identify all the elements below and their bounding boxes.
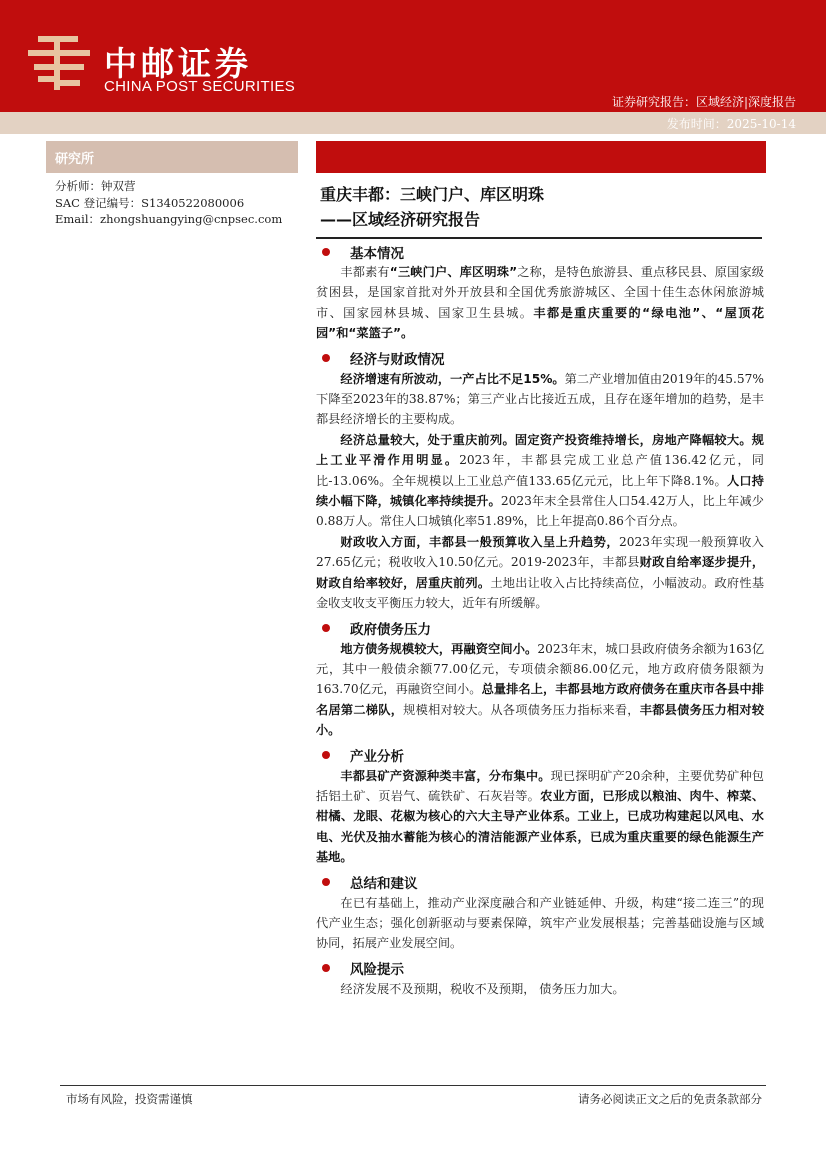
paragraph — [316, 369, 764, 430]
logo-text-en: CHINA POST SECURITIES — [104, 78, 296, 95]
footer-disclaimer: 请务必阅读正文之后的免责条款部分 — [578, 1092, 762, 1106]
bold-text: 经济增速有所波动，一产占比不足15%。 — [340, 371, 565, 386]
section-title: 风险提示 — [350, 962, 404, 979]
bold-text: 财政自给率逐步提升，财政自给率较好，居重庆前列。 — [316, 555, 765, 590]
report-body — [316, 241, 764, 999]
text-run: 2023年末全县常住人口54.42万人，比上年减少0.88万人。常住人口城镇化率51.89%，比上年提高0.86个百分点。 — [316, 494, 764, 529]
paragraph — [316, 262, 764, 344]
report-type: 证券研究报告：区域经济|深度报告 — [611, 95, 796, 109]
bold-text: 总量排名上，丰都县地方政府债务在重庆市各县中排名居第二梯队， — [316, 682, 764, 717]
text-run: 第二产业增加值由2019年的45.57%下降至2023年的38.87%；第三产业占比接近五成，且存在逐年增加的趋势，是丰都县经济增长的主要构成。 — [316, 371, 764, 427]
text-run: 在已有基础上，推动产业深度融合和产业链延伸、升级，构建“接二连三”的现代产业生态；强化创新驱动与要素保障，筑牢产业发展根基；完善基础设施与区域协同，拓展产业发展空间。 — [316, 895, 764, 951]
section-title: 政府债务压力 — [350, 622, 431, 638]
bullet-dot-icon — [322, 964, 330, 972]
paragraph — [316, 893, 764, 954]
logo-text-cn: 中邮证券 — [104, 44, 252, 83]
section-heading — [316, 958, 764, 979]
title-block — [320, 182, 544, 232]
bold-text: 丰都县矿产资源种类丰富，分布集中。 — [340, 768, 551, 783]
title-bar — [316, 141, 766, 173]
text-run: 规模相对较大。从各项债务压力指标来看， — [403, 702, 640, 717]
text-run: 2023年末，城口县政府债务余额为163亿元，其中一般债余额77.00亿元，专项债余额86.00亿元，地方政府债务限额为163.70亿元，再融资空间小。 — [316, 641, 765, 697]
institute-label: 研究所 — [55, 152, 95, 167]
paragraph — [316, 430, 764, 532]
analyst-email: Email：zhongshuangying@cnpsec.com — [55, 212, 283, 226]
publish-date: 发布时间：2025-10-14 — [666, 117, 796, 131]
bold-text: 丰都县债务压力相对较小。 — [316, 702, 765, 738]
bold-text: 丰都是重庆重要的“绿电池”、“屋顶花园”和“菜篮子”。 — [316, 305, 765, 341]
section-title: 总结和建议 — [350, 876, 418, 893]
paragraph — [316, 532, 764, 614]
bullet-dot-icon — [322, 624, 330, 632]
bold-text: 地方债务规模较大，再融资空间小。 — [340, 641, 538, 656]
bullet-dot-icon — [322, 354, 330, 362]
paragraph — [316, 639, 764, 741]
text-run: 丰都素有 — [340, 265, 390, 279]
bold-text: “三峡门户、库区明珠” — [389, 265, 518, 279]
report-subtitle: ——区域经济研究报告 — [320, 210, 481, 229]
section-title: 产业分析 — [350, 749, 404, 766]
section-title: 经济与财政情况 — [350, 352, 445, 369]
text-run: 2023年实现一般预算收入27.65亿元；税收收入10.50亿元。2019-2023年，丰都县 — [316, 534, 764, 570]
bullet-dot-icon — [322, 751, 330, 759]
bold-text: 财政收入方面，丰都县一般预算收入呈上升趋势， — [340, 534, 619, 549]
section-heading — [316, 241, 764, 262]
china-post-logo-icon — [28, 36, 90, 90]
text-run: 之称，是特色旅游县、重点移民县、原国家级贫困县，是国家首批对外开放县和全国优秀旅游城区、全国十佳生态休闲旅游城市、国家园林县城、国家卫生县城。 — [316, 265, 764, 320]
text-run: 现已探明矿产20余种，主要优势矿种包括铝土矿、页岩气、硫铁矿、石灰岩等。 — [316, 768, 764, 803]
text-run: 2023年，丰都县完成工业总产值136.42亿元，同比-13.06%。全年规模以上工业总产值133.65亿元元，比上年下降8.1%。 — [316, 453, 764, 488]
analyst-info — [55, 178, 282, 228]
report-title: 重庆丰都：三峡门户、库区明珠 — [320, 185, 545, 204]
section-heading — [316, 618, 764, 639]
bold-text: 人口持续小幅下降，城镇化率持续提升。 — [316, 473, 764, 509]
paragraph — [316, 979, 764, 999]
bullet-dot-icon — [322, 248, 330, 256]
text-run: 土地出让收入占比持续高位，小幅波动。政府性基金收支收支平衡压力较大，近年有所缓解。 — [316, 575, 765, 611]
section-heading — [316, 348, 764, 369]
analyst-name: 分析师：钟双营 — [55, 179, 136, 193]
title-rule — [316, 237, 762, 239]
section-heading — [316, 745, 764, 766]
footer-rule — [60, 1085, 766, 1086]
text-run: 经济发展不及预期，税收不及预期， 债务压力加大。 — [340, 981, 625, 996]
footer-risk-note: 市场有风险，投资需谨慎 — [66, 1092, 193, 1106]
bold-text: 经济总量较大，处于重庆前列。固定资产投资维持增长，房地产降幅较大。规上工业平滑作用明显。 — [316, 432, 764, 468]
section-title: 基本情况 — [350, 245, 404, 262]
paragraph — [316, 766, 764, 868]
sac-number: SAC 登记编号：S1340522080006 — [55, 195, 245, 210]
bullet-dot-icon — [322, 878, 330, 886]
bold-text: 农业方面，已形成以粮油、肉牛、榨菜、柑橘、龙眼、花椒为核心的六大主导产业体系。工业上，已成功构建起以风电、水电、光伏及抽水蓄能为核心的清洁能源产业体系，已成为重庆重要的绿色能源生产基地。 — [316, 788, 765, 865]
section-heading — [316, 872, 764, 893]
